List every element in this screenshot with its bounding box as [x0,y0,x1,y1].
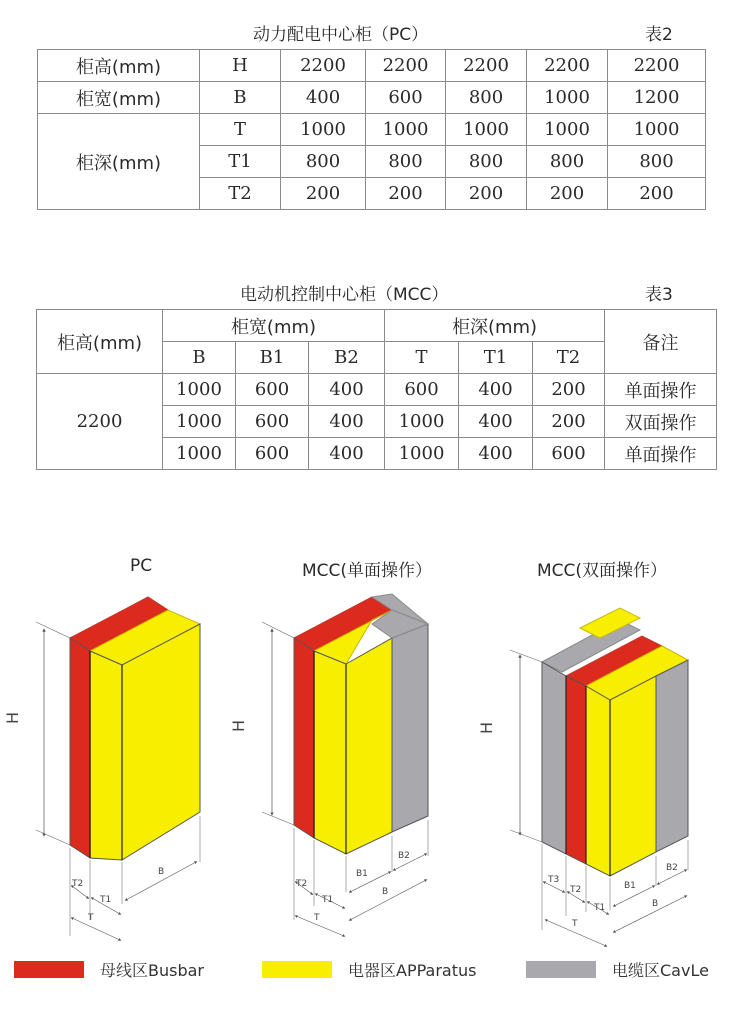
mcc-single-cabinet [229,594,428,936]
legend-swatch-cable [526,961,596,978]
figure-title-pc: PC [130,556,153,576]
value-cell: 2200 [608,50,706,82]
table-row [37,374,717,406]
figure-title-mcc-single: MCC(单面操作） [302,561,433,581]
mcc2-dim-h: H [477,721,496,734]
value-cell: 800 [366,146,446,178]
table3-number: 表3 [645,285,673,305]
value-cell: 200 [366,178,446,210]
mcc1-dim-t1: T1 [322,895,334,905]
table-row [38,114,706,146]
row-label-depth: 柜深(mm) [38,114,200,210]
cabinet-diagrams [0,580,740,950]
value-cell: 2200 [446,50,527,82]
mcc1-dim-t2: T2 [296,879,308,889]
remark-cell: 双面操作 [605,406,717,438]
subheader-cell: T [385,342,459,374]
remark-cell: 单面操作 [605,374,717,406]
pc-dim-b: B [158,867,165,877]
value-cell: 400 [309,374,385,406]
value-cell: 200 [608,178,706,210]
mcc1-dim-t: T [314,913,320,923]
legend-label-apparatus: 电器区APParatus [348,960,477,980]
mcc2-side-apparatus [610,676,656,876]
table2 [37,49,706,210]
value-cell: 200 [533,406,605,438]
header-depth: 柜深(mm) [385,310,605,342]
table3-title: 电动机控制中心柜（MCC） [240,285,449,305]
mcc1-front-apparatus [314,651,346,854]
mcc2-dim-b1: B1 [624,881,636,891]
value-cell: 800 [527,146,608,178]
symbol-cell: B [200,82,281,114]
mcc2-front-cable [542,662,566,854]
legend-item-apparatus [262,958,476,980]
pc-front-busbar [70,638,90,858]
pc-front-apparatus [90,651,122,860]
mcc1-side-apparatus [346,638,392,854]
table-row [38,82,706,114]
mcc2-dim-b: B [652,899,659,909]
subheader-cell: B2 [309,342,385,374]
value-cell: 800 [608,146,706,178]
legend-swatch-busbar [14,961,84,978]
value-cell: 1000 [527,82,608,114]
mcc2-dim-b2: B2 [666,863,678,873]
legend-swatch-apparatus [262,961,332,978]
symbol-cell: H [200,50,281,82]
value-cell: 200 [446,178,527,210]
value-cell: 400 [281,82,366,114]
row-label-height: 柜高(mm) [38,50,200,82]
legend-label-cable: 电缆区CavLe [612,960,709,980]
table-row [38,50,706,82]
mcc2-dim-t1: T1 [594,903,606,913]
pc-dim-t2: T2 [72,879,84,889]
header-remark: 备注 [605,310,717,374]
value-cell: 400 [459,438,533,470]
value-cell: 400 [309,438,385,470]
mcc1-dim-b: B [382,887,389,897]
value-cell: 400 [459,374,533,406]
value-cell: 2200 [281,50,366,82]
value-cell: 1000 [366,114,446,146]
value-cell: 600 [236,374,309,406]
pc-dim-h: H [3,711,22,724]
mcc2-dim-t3: T3 [548,875,560,885]
value-cell: 600 [236,438,309,470]
symbol-cell: T1 [200,146,281,178]
row-label-width: 柜宽(mm) [38,82,200,114]
value-cell: 1000 [527,114,608,146]
value-cell: 400 [459,406,533,438]
table3 [36,309,717,470]
header-width: 柜宽(mm) [163,310,385,342]
mcc-double-cabinet [477,608,688,946]
subheader-cell: B1 [236,342,309,374]
value-cell: 2200 [527,50,608,82]
value-cell: 200 [527,178,608,210]
value-cell: 1000 [163,374,236,406]
table-header-row [37,310,717,342]
legend-item-busbar [14,958,204,980]
subheader-cell: B [163,342,236,374]
subheader-cell: T2 [533,342,605,374]
value-cell: 1000 [608,114,706,146]
mcc2-dim-t: T [572,919,578,929]
value-cell: 800 [446,146,527,178]
mcc1-dim-h: H [229,719,248,732]
mcc1-side-cable [392,624,428,832]
pc-dim-t1: T1 [100,895,112,905]
remark-cell: 单面操作 [605,438,717,470]
value-cell: 600 [366,82,446,114]
mcc2-front-busbar [566,676,586,864]
legend-label-busbar: 母线区Busbar [100,960,204,980]
symbol-cell: T [200,114,281,146]
mcc1-dim-b1: B1 [356,869,368,879]
value-cell: 400 [309,406,385,438]
header-height: 柜高(mm) [37,310,163,374]
value-cell: 200 [281,178,366,210]
value-cell: 600 [236,406,309,438]
value-cell: 1000 [281,114,366,146]
value-cell: 1000 [446,114,527,146]
value-cell: 1000 [385,406,459,438]
value-cell: 1000 [163,438,236,470]
figure-title-mcc-double: MCC(双面操作） [537,561,668,581]
mcc1-dim-b2: B2 [398,851,410,861]
value-cell: 1200 [608,82,706,114]
mcc2-side-cable [656,660,688,852]
mcc2-front-apparatus [586,686,610,876]
value-cell: 200 [533,374,605,406]
value-cell: 800 [281,146,366,178]
value-cell: 600 [385,374,459,406]
value-cell: 600 [533,438,605,470]
value-cell: 800 [446,82,527,114]
mcc2-dim-t2: T2 [570,885,582,895]
legend-item-cable [526,958,709,980]
pc-cabinet [3,597,200,940]
value-cell: 1000 [385,438,459,470]
mcc1-front-busbar [294,638,314,838]
table2-title: 动力配电中心柜（PC） [253,25,429,45]
height-value-cell: 2200 [37,374,163,470]
value-cell: 1000 [163,406,236,438]
pc-dim-t: T [88,913,94,923]
subheader-cell: T1 [459,342,533,374]
table2-number: 表2 [645,25,673,45]
value-cell: 2200 [366,50,446,82]
pc-side-apparatus [122,624,200,860]
symbol-cell: T2 [200,178,281,210]
